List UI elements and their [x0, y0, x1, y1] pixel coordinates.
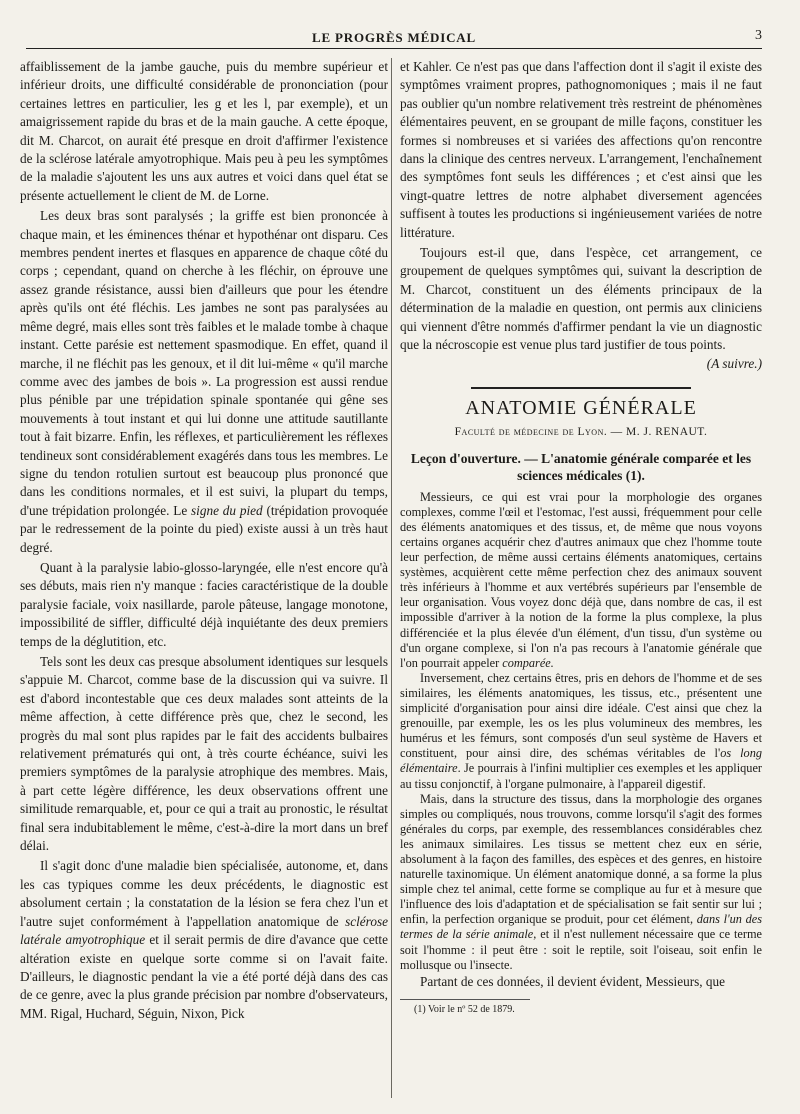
journal-title: LE PROGRÈS MÉDICAL	[312, 30, 476, 45]
footnote-rule	[400, 999, 530, 1000]
paragraph: Mais, dans la structure des tissus, dans la morphologie des organes simples ou compliqués, nous trouvons, comme lorsqu'il s'agit des formes générales du corps, par exemple, des ressemblances considérables chez les animaux similaires. Les tissus se mettent chez eux en série, absolument à la façon des familles, des espèces et des genres, en histoire naturelle taxinomique. Un élément anatomique donné, a sa forme la plus simple chez tel animal, cette forme se complique au fur et à mesure que l'influence des lois d'adaptation et de spécialisation se fait sentir sur lui ; enfin, la perfection organique se produit, pour cet élément, dans l'un des termes de la série animale, et il n'est nullement nécessaire que ce terme soit l'homme : il peut être : soit le reptile, soit l'oiseau, soit enfin le mollusque ou l'insecte.	[400, 791, 762, 972]
paragraph: Les deux bras sont paralysés ; la griffe est bien prononcée à chaque main, et les éminences thénar et hypothénar ont disparu. Ces membres pendent inertes et flasques en apparence de chaque côté du corps ; cependant, quand on cherche à les fléchir, on éprouve une assez grande résistance, aussi bien d'ailleurs que pour les étendre après qu'ils ont été fléchis. Les jambes ne sont pas paralysées au même degré, mais elles sont très faibles et le malade tombe à chaque instant. Cette parésie est nettement spasmodique. En effet, quand il marche, il ne fléchit pas les genoux, et il dit lui-même « qu'il marche comme avec des jambes de bois ». La progression est aussi rendue plus pénible par une trépidation spinale spontanée qui gêne ses mouvements à tout instant et qui lui donne une attitude sautillante tout à fait bizarre. Enfin, les réflexes, et particulièrement les réflexes tendineux sont considérablement exagérés dans tous les membres. Le signe du tendon rotulien surtout est beaucoup plus prononcé que dans les conditions normales, et il est suivi, la plupart du temps, d'une trépidation prolongée. Le signe du pied (trépidation provoquée par le redressement de la pointe du pied) existe aussi à un très haut degré.	[20, 208, 388, 555]
section-title: ANATOMIE GÉNÉRALE	[465, 396, 697, 419]
right-column	[400, 58, 762, 1016]
paragraph: Partant de ces données, il devient évident, Messieurs, que	[420, 973, 726, 989]
paragraph: Tels sont les deux cas presque absolument identiques sur lesquels s'appuie M. Charcot, comme base de la discussion qui va suivre. Il est d'abord incontestable que ces deux malades sont atteints de la même affection, à cette différence près que, chez le second, les progrès du mal sont plus rapides par le fait des accidents bulbaires relativement prématurés qui ont, à très courte échéance, suivi les premiers symptômes de la paralysie atrophique des membres. Mais, à part cette légère différence, les deux observations offrent une similitude remarquable, et, pour ce qui a trait au pronostic, le résultat final sera indubitablement le même, c'est-à-dire la mort dans un bref délai.	[20, 654, 388, 854]
page-number: 3	[755, 28, 762, 43]
column-divider	[391, 58, 392, 1098]
paragraph: Inversement, chez certains êtres, pris en dehors de l'homme et de ses similaires, les éléments anatomiques, les tissus, etc., présentent une simplicité d'organisation pour ainsi dire idéale. C'est ainsi que chez la grenouille, par exemple, les os les plus volumineux des membres, les humérus et les fémurs, sont composés d'un seul système de Havers et constituent, pour ainsi dire, des schémas véritables de l'os long élémentaire. Je pourrais à l'infini multiplier ces exemples et les appliquer au tissu conjonctif, à l'organe pulmonaire, à l'appareil digestif.	[400, 670, 762, 791]
footnote: (1) Voir le nº 52 de 1879.	[414, 1003, 515, 1015]
paragraph: Messieurs, ce qui est vrai pour la morphologie des organes complexes, comme l'œil et l'estomac, l'est aussi, fréquemment pour celle des éléments anatomiques et des tissus, et, de même que nous voyons certains organes acquérir chez d'autres animaux que chez l'homme toute leur perfection, de même aussi certains éléments anatomiques, certains systèmes, acquièrent cette même perfection chez des animaux souvent très inférieurs à l'homme et aux vertébrés supérieurs par l'ensemble de leur organisation. Vous voyez donc déjà que, dans nombre de cas, il est impossible d'arriver à la notion de la forme la plus complexe, la plus différenciée et la plus élevée d'un élément, d'un tissu, d'un système ou d'un organe complexe, si l'on n'a pas recours à l'anatomie générale que l'on pourrait appeler comparée.	[400, 489, 762, 670]
to-be-continued: (A suivre.)	[706, 355, 762, 371]
lecture-title: Leçon d'ouverture. — L'anatomie générale comparée et les sciences médicales (1).	[410, 450, 752, 483]
page-header	[26, 30, 762, 49]
paragraph: Il s'agit donc d'une maladie bien spécialisée, autonome, et, dans les cas typiques comme les deux précédents, le diagnostic est absolument certain ; la constatation de la lésion se fera chez l'un et l'autre sujet conformément à l'appellation anatomique de sclérose latérale amyotrophique et il serait permis de dire d'avance que cette altération existe en quelque sorte comme si on l'avait faite. D'ailleurs, le diagnostic pendant la vie a été porté déjà dans des cas de ce genre, avec la plus grande précision par nombre d'observateurs, MM. Rigal, Huchard, Séguin, Nixon, Pick	[20, 858, 388, 1021]
paragraph: et Kahler. Ce n'est pas que dans l'affection dont il s'agit il existe des symptômes vraiment propres, pathognomoniques ; mais il ne faut pas oublier qu'un nombre relativement très restreint de phénomènes élémentaires peuvent, en se groupant de mille façons, constituer les formes si nombreuses et si variées des affections qu'on rencontre dans la clinique des centres nerveux. L'arrangement, l'enchaînement des symptômes font seuls les différences ; et c'est ainsi que les vingt-quatre lettres de notre alphabet diversement agencées suffisent à toutes les productions si ingénieusement variées de notre littérature.	[400, 59, 762, 240]
lecture-body	[400, 490, 762, 973]
section-rule	[471, 387, 691, 389]
section-subtitle: Faculté de médecine de Lyon. — M. J. RENAUT.	[454, 426, 708, 439]
left-column	[20, 58, 388, 1023]
paragraph: Toujours est-il que, dans l'espèce, cet arrangement, ce groupement de quelques symptômes qui, suivant la description de M. Charcot, constituent un des éléments principaux de la détermination de la maladie en question, ont permis aux cliniciens qui viennent d'être nommés d'affirmer pendant la vie un diagnostic que la nécroscopie est venue plus tard justifier de tous points.	[400, 245, 762, 353]
paragraph: Quant à la paralysie labio-glosso-laryngée, elle n'est encore qu'à ses débuts, mais rien n'y manque : facies caractéristique de la double paralysie faciale, voix nasillarde, parole pâteuse, langage monotone, impossibilité de siffler, difficulté déjà inquiétante des deux premiers temps de la déglutition, etc.	[20, 559, 388, 649]
paragraph: affaiblissement de la jambe gauche, puis du membre supérieur et inférieur droits, une difficulté considérable de prononciation (pour certaines lettres en particulier, les g et les l, par exemple), et un amaigrissement rapide du bras et de la main gauche. A cette époque, dit M. Charcot, on aurait été presque en droit d'affirmer l'existence de la sclérose latérale amyotrophique. Mais peu à peu les symptômes de la maladie s'ajoutent les uns aux autres et voici dans quel état se présente actuellement le client de M. de Lorne.	[20, 59, 388, 203]
